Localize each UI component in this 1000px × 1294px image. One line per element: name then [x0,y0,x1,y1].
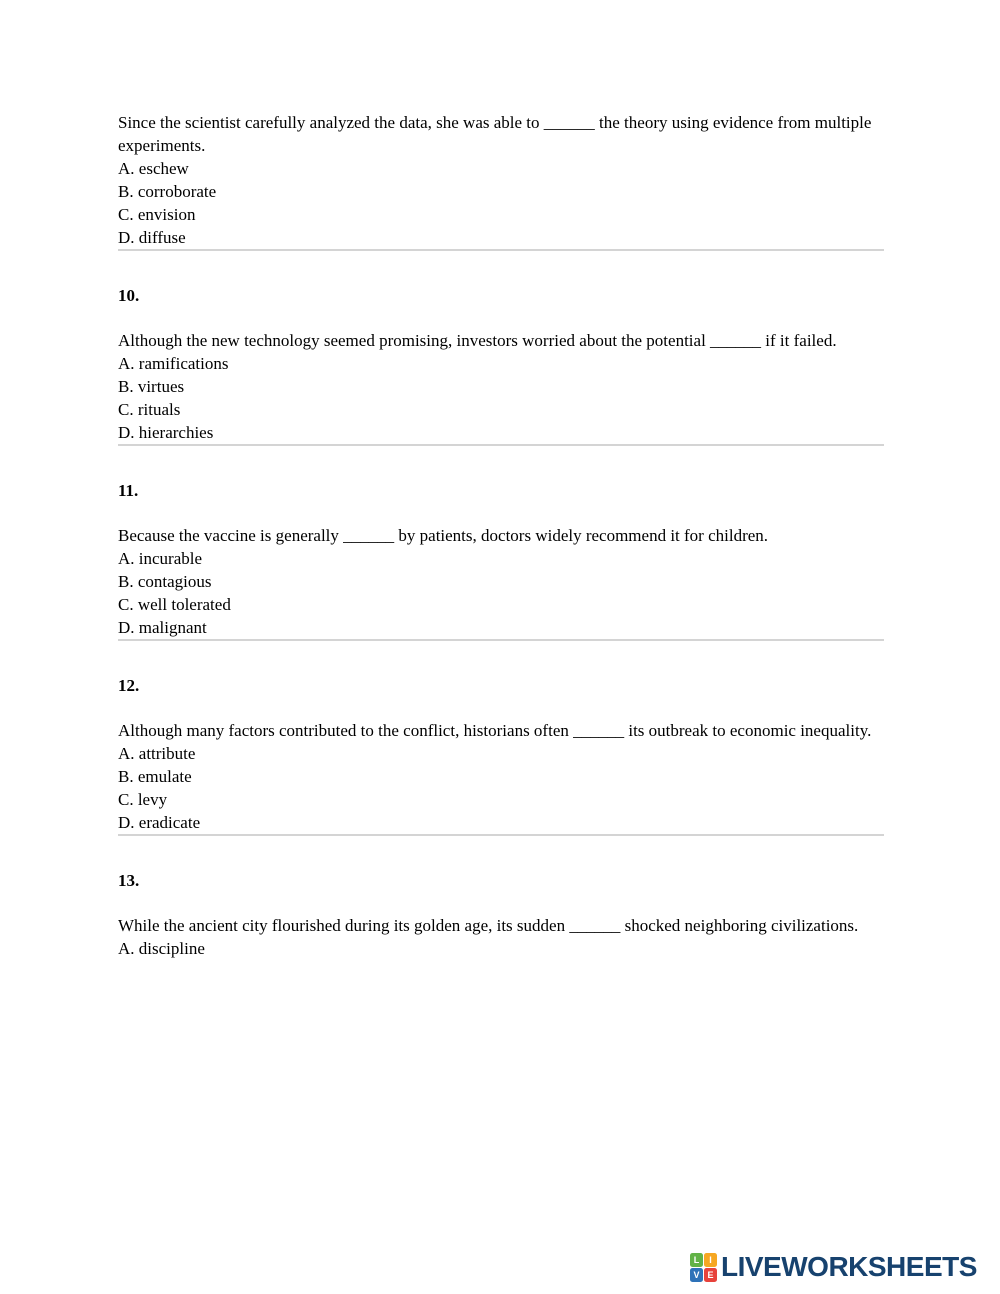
answer-option-a[interactable]: A. incurable [118,549,203,568]
answer-option-d[interactable]: D. eradicate [118,813,201,832]
question-text: Although many factors contributed to the conflict, historians often ______ its outbreak to economic inequality. [118,721,872,740]
answer-option-b[interactable]: B. corroborate [118,182,217,201]
liveworksheets-wordmark: LIVEWORKSHEETS [721,1251,977,1282]
question-divider [118,249,884,251]
answer-options [118,547,884,639]
question-section-12 [118,674,884,834]
question-number: 13. [118,871,140,890]
question-section-11 [118,479,884,639]
answer-option-a[interactable]: A. ramifications [118,354,229,373]
question-number: 11. [118,481,139,500]
logo-tile-l: L [690,1253,703,1267]
answer-options [118,157,884,249]
answer-option-a[interactable]: A. eschew [118,159,189,178]
answer-options [118,352,884,444]
answer-options [118,742,884,834]
answer-option-d[interactable]: D. malignant [118,618,207,637]
question-section-13 [118,869,884,960]
question-divider [118,444,884,446]
answer-option-b[interactable]: B. virtues [118,377,185,396]
question-section-10 [118,284,884,444]
answer-option-c[interactable]: C. envision [118,205,196,224]
answer-option-d[interactable]: D. hierarchies [118,423,214,442]
answer-option-c[interactable]: C. rituals [118,400,181,419]
answer-option-a[interactable]: A. attribute [118,744,196,763]
answer-option-d[interactable]: D. diffuse [118,228,186,247]
worksheet-page [118,0,884,960]
logo-tile-v: V [690,1268,703,1282]
question-divider [118,639,884,641]
answer-option-a[interactable]: A. discipline [118,939,205,958]
answer-options [118,937,884,960]
logo-tile-i: I [704,1253,717,1267]
answer-option-c[interactable]: C. well tolerated [118,595,231,614]
question-number: 10. [118,286,140,305]
question-divider [118,834,884,836]
liveworksheets-logo-icon [690,1253,717,1282]
question-text: Because the vaccine is generally ______ by patients, doctors widely recommend it for children. [118,526,769,545]
answer-option-b[interactable]: B. emulate [118,767,192,786]
question-text: Since the scientist carefully analyzed the data, she was able to ______ the theory using evidence from multiple experiments. [118,113,872,155]
question-number: 12. [118,676,140,695]
answer-option-b[interactable]: B. contagious [118,572,212,591]
logo-tile-e: E [704,1268,717,1282]
question-text: While the ancient city flourished during its golden age, its sudden ______ shocked neighboring civilizations. [118,916,859,935]
question-section-9 [118,111,884,249]
question-text: Although the new technology seemed promising, investors worried about the potential ______ if it failed. [118,331,837,350]
liveworksheets-logo[interactable] [690,1252,977,1282]
answer-option-c[interactable]: C. levy [118,790,168,809]
